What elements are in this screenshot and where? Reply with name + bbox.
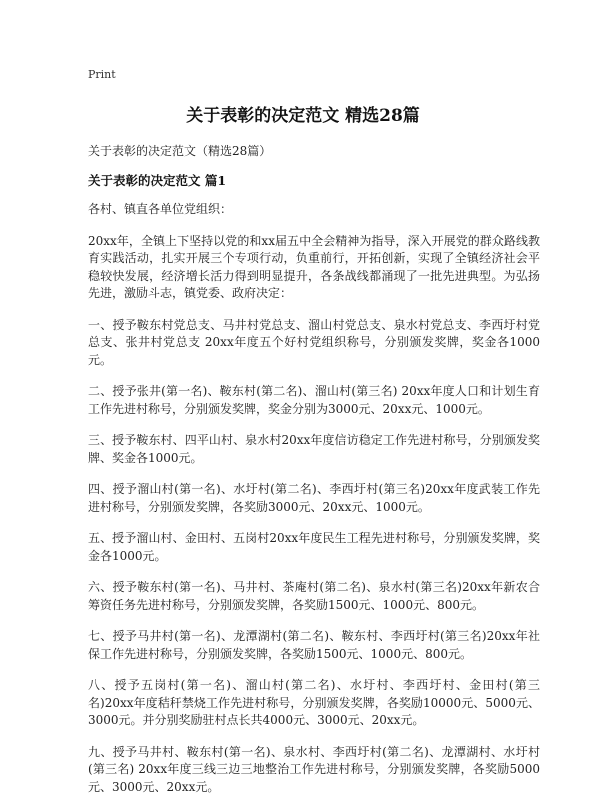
paragraph-item-5: 五、授予溜山村、金田村、五岗村20xx年度民生工程先进村称号，分别颁发奖牌，奖金各1000元。 (88, 530, 540, 565)
paragraph-item-9: 九、授予马井村、鞍东村(第一名)、泉水村、李西圩村(第二名)、龙潭湖村、水圩村(第三名) 20xx年度三线三边三地整治工作先进村称号，分别颁发奖牌，各奖励5000元、3000元、20xx元。 (88, 744, 540, 796)
paragraph-intro: 20xx年，全镇上下坚持以党的和xx届五中全会精神为指导，深入开展党的群众路线教育实践活动，扎实开展三个专项行动，负重前行，开拓创新，实现了全镇经济社会平稳较快发展，经济增长活力得到明显提升，各条战线都涌现了一批先进典型。为弘扬先进，激励斗志，镇党委、政府决定： (88, 233, 540, 303)
paragraph-item-7: 七、授予马井村(第一名)、龙潭湖村(第二名)、鞍东村、李西圩村(第三名)20xx年社保工作先进村称号，分别颁发奖牌，各奖励1500元、1000元、800元。 (88, 628, 540, 663)
paragraph-item-3: 三、授予鞍东村、四平山村、泉水村20xx年度信访稳定工作先进村称号，分别颁发奖牌、奖金各1000元。 (88, 432, 540, 467)
page-title: 关于表彰的决定范文 精选28篇 (88, 101, 540, 126)
paragraph-item-1: 一、授予鞍东村党总支、马井村党总支、溜山村党总支、泉水村党总支、李西圩村党总支、张井村党总支 20xx年度五个好村党组织称号，分别颁发奖牌，奖金各1000元。 (88, 317, 540, 370)
subtitle: 关于表彰的决定范文（精选28篇） (88, 142, 540, 159)
paragraph-item-8: 八、授予五岗村(第一名)、溜山村(第二名)、水圩村、李西圩村、金田村(第三名)20xx年度秸秆禁烧工作先进村称号，分别颁发奖牌，各奖励10000元、5000元、3000元。并分别奖励驻村点长共4000元、3000元、20xx元。 (88, 677, 540, 730)
address-line: 各村、镇直各单位党组织： (88, 201, 540, 219)
paragraph-item-4: 四、授予溜山村(第一名)、水圩村(第二名)、李西圩村(第三名)20xx年度武装工作先进村称号，分别颁发奖牌，各奖励3000元、20xx元、1000元。 (88, 481, 540, 516)
section-heading: 关于表彰的决定范文 篇1 (88, 171, 540, 189)
paragraph-item-6: 六、授予鞍东村(第一名)、马井村、茶庵村(第二名)、泉水村(第三名)20xx年新农合筹资任务先进村称号，分别颁发奖牌，各奖励1500元、1000元、800元。 (88, 579, 540, 614)
print-label[interactable]: Print (88, 68, 540, 81)
paragraph-item-2: 二、授予张井(第一名)、鞍东村(第二名)、溜山村(第三名) 20xx年度人口和计划生育工作先进村称号，分别颁发奖牌，奖金分别为3000元、20xx元、1000元。 (88, 383, 540, 418)
